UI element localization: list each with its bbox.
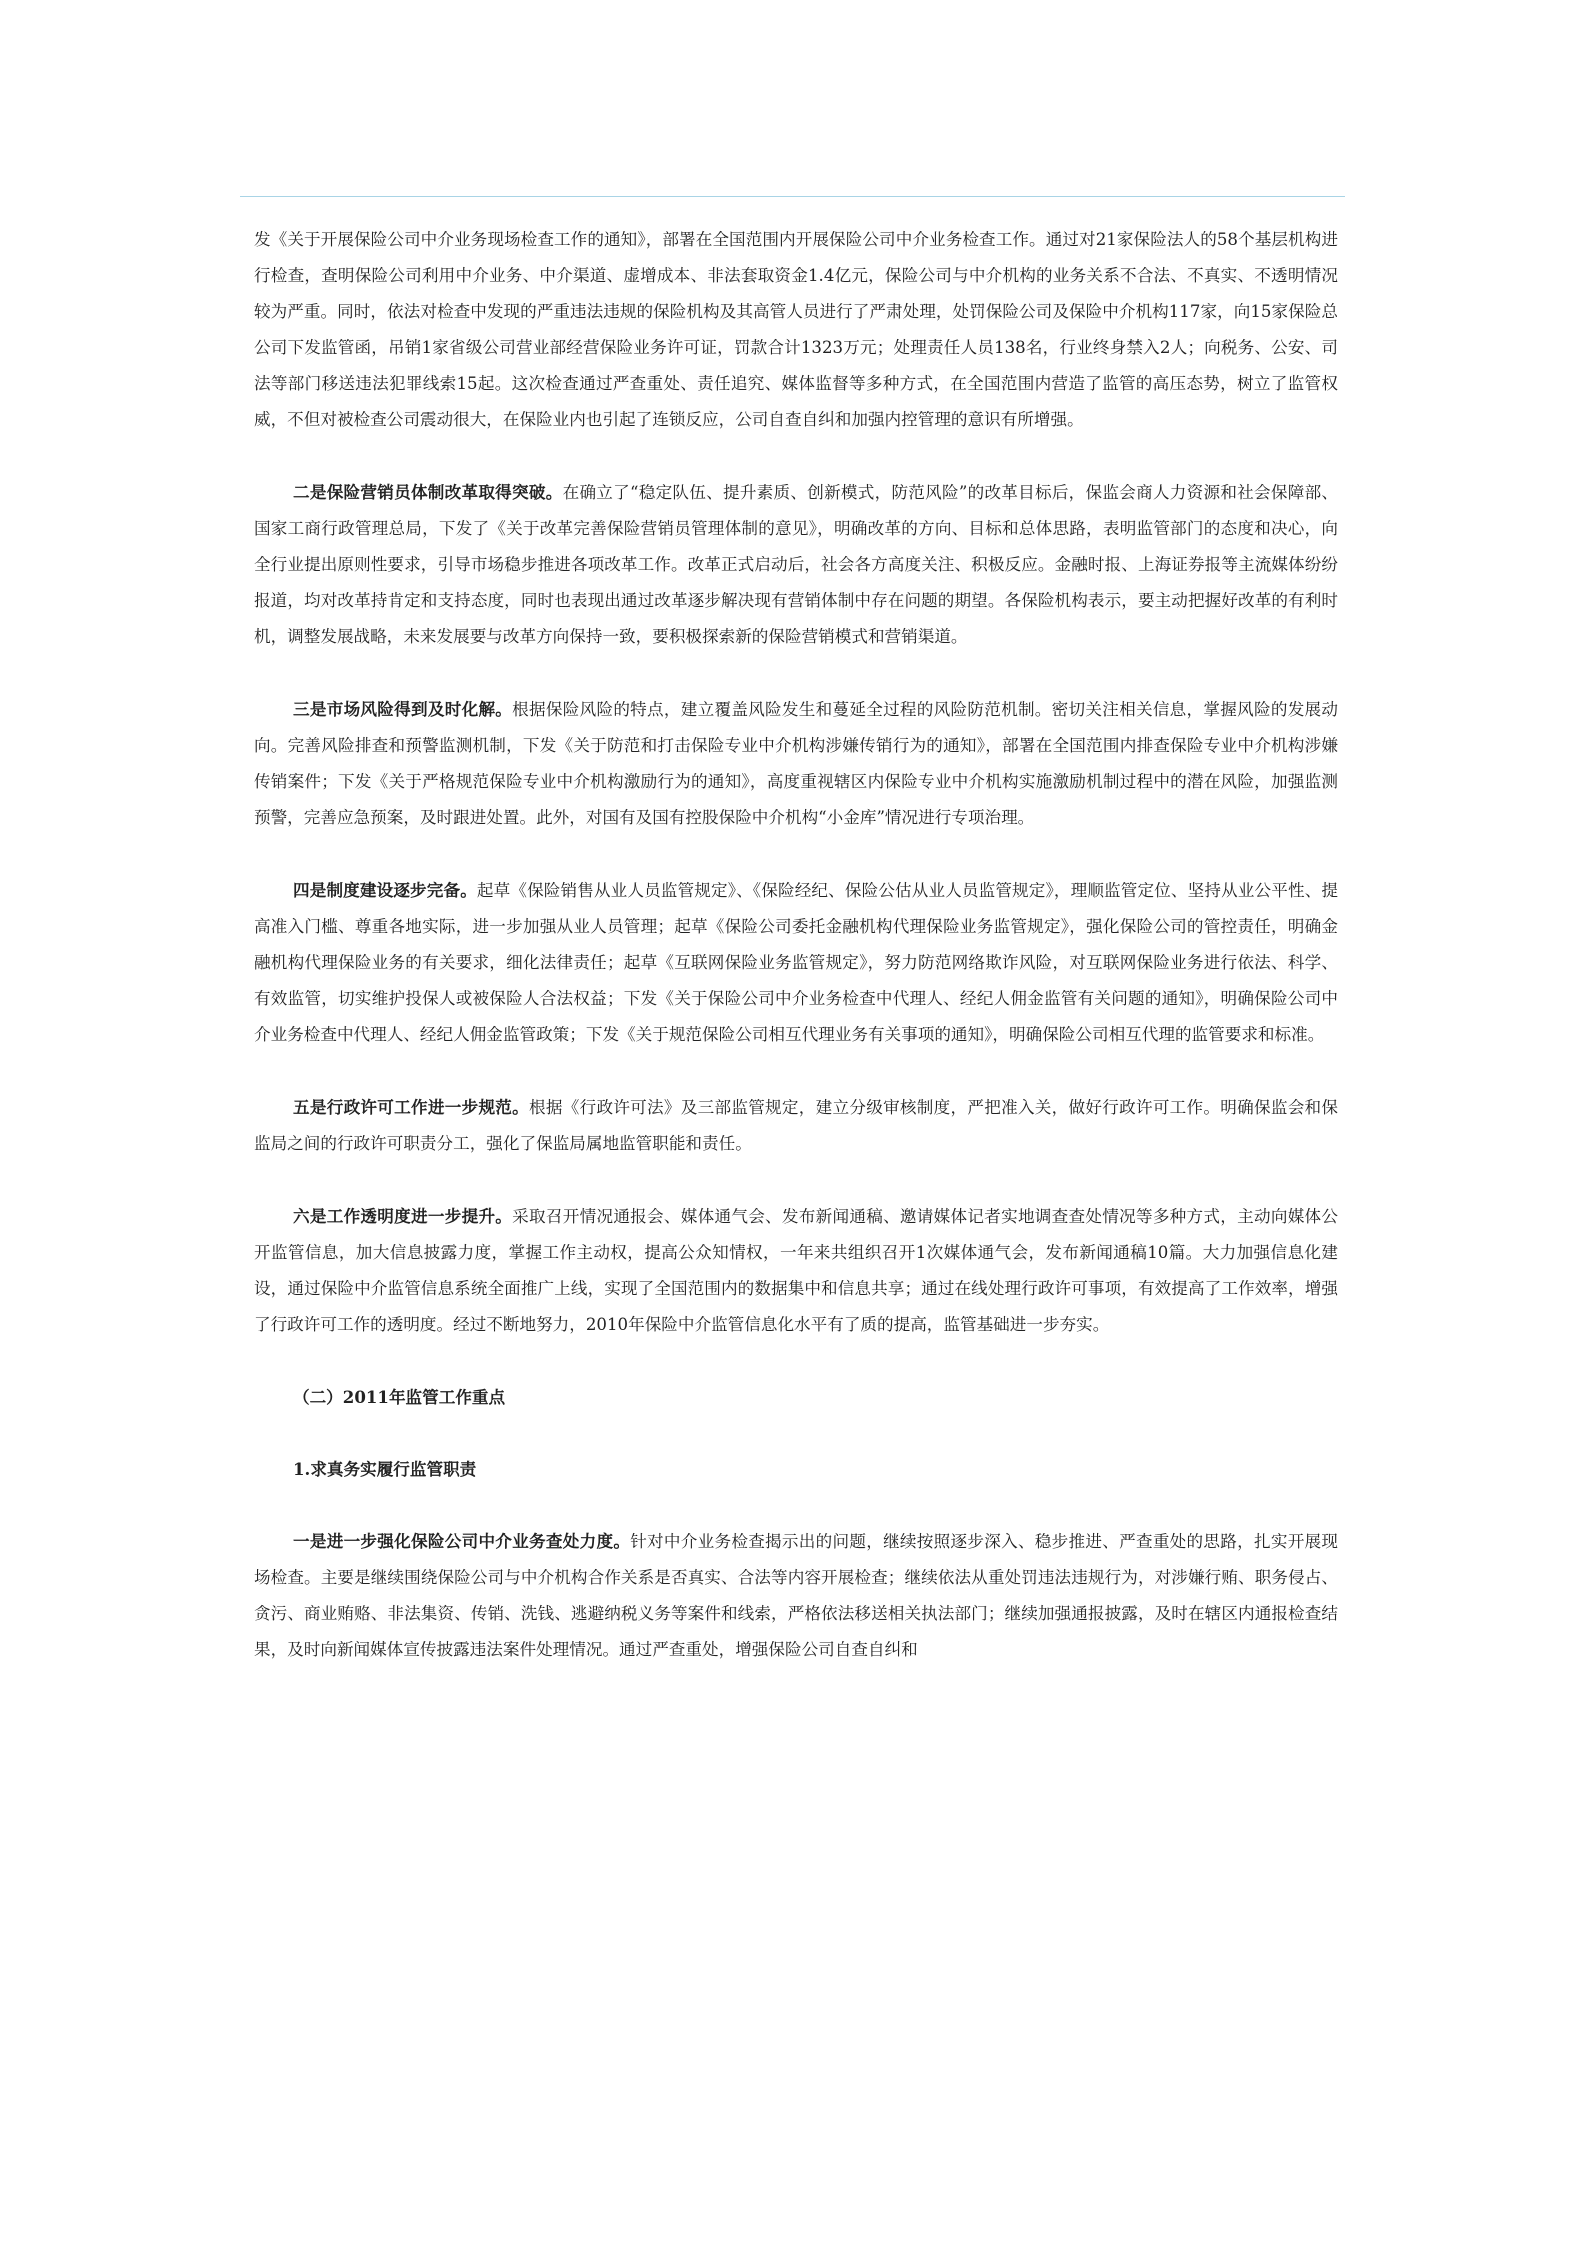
- paragraph-marketing-reform: [254, 474, 1338, 655]
- paragraph-text: 采取召开情况通报会、媒体通气会、发布新闻通稿、邀请媒体记者实地调查查处情况等多种方式，主动向媒体公开监管信息，加大信息披露力度，掌握工作主动权，提高公众知情权，一年来共组织召开1次媒体通气会，发布新闻通稿10篇。大力加强信息化建设，通过保险中介监管信息系统全面推广上线，实现了全国范围内的数据集中和信息共享；通过在线处理行政许可事项，有效提高了工作效率，增强了行政许可工作的透明度。经过不断地努力，2010年保险中介监管信息化水平有了质的提高，监管基础进一步夯实。: [254, 1207, 1339, 1334]
- subsection-heading: 1.求真务实履行监管职责: [293, 1459, 477, 1479]
- section-heading: （二）2011年监管工作重点: [293, 1387, 506, 1407]
- paragraph-text: 起草《保险销售从业人员监管规定》、《保险经纪、保险公估从业人员监管规定》，理顺监管定位、坚持从业公平性、提高准入门槛、尊重各地实际，进一步加强从业人员管理；起草《保险公司委托金融机构代理保险业务监管规定》，强化保险公司的管控责任，明确金融机构代理保险业务的有关要求，细化法律责任；起草《互联网保险业务监管规定》，努力防范网络欺诈风险，对互联网保险业务进行依法、科学、有效监管，切实维护投保人或被保险人合法权益；下发《关于保险公司中介业务检查中代理人、经纪人佣金监管有关问题的通知》，明确保险公司中介业务检查中代理人、经纪人佣金监管政策；下发《关于规范保险公司相互代理业务有关事项的通知》，明确保险公司相互代理的监管要求和标准。: [254, 881, 1339, 1044]
- header-divider: [240, 196, 1345, 197]
- paragraph-text: 根据《行政许可法》及三部监管规定，建立分级审核制度，严把准入关，做好行政许可工作。明确保监会和保监局之间的行政许可职责分工，强化了保监局属地监管职能和责任。: [254, 1098, 1339, 1153]
- paragraph-lead: 六是工作透明度进一步提升。: [293, 1206, 513, 1226]
- paragraph-administrative-licensing: [254, 1089, 1338, 1162]
- paragraph-lead: 二是保险营销员体制改革取得突破。: [293, 482, 563, 502]
- paragraph-system-building: [254, 872, 1338, 1053]
- paragraph-text: 针对中介业务检查揭示出的问题，继续按照逐步深入、稳步推进、严查重处的思路，扎实开展现场检查。主要是继续围绕保险公司与中介机构合作关系是否真实、合法等内容开展检查；继续依法从重处罚违法违规行为，对涉嫌行贿、职务侵占、贪污、商业贿赂、非法集资、传销、洗钱、逃避纳税义务等案件和线索，严格依法移送相关执法部门；继续加强通报披露，及时在辖区内通报检查结果，及时向新闻媒体宣传披露违法案件处理情况。通过严查重处，增强保险公司自查自纠和: [254, 1532, 1339, 1659]
- paragraph-lead: 一是进一步强化保险公司中介业务查处力度。: [293, 1531, 631, 1551]
- paragraph-lead: 五是行政许可工作进一步规范。: [293, 1097, 530, 1117]
- paragraph-text: 根据保险风险的特点，建立覆盖风险发生和蔓延全过程的风险防范机制。密切关注相关信息，掌握风险的发展动向。完善风险排查和预警监测机制，下发《关于防范和打击保险专业中介机构涉嫌传销行为的通知》，部署在全国范围内排查保险专业中介机构涉嫌传销案件；下发《关于严格规范保险专业中介机构激励行为的通知》，高度重视辖区内保险专业中介机构实施激励机制过程中的潜在风险，加强监测预警，完善应急预案，及时跟进处置。此外，对国有及国有控股保险中介机构“小金库”情况进行专项治理。: [254, 700, 1339, 827]
- paragraph-text: 发《关于开展保险公司中介业务现场检查工作的通知》，部署在全国范围内开展保险公司中介业务检查工作。通过对21家保险法人的58个基层机构进行检查，查明保险公司利用中介业务、中介渠道、虚增成本、非法套取资金1.4亿元，保险公司与中介机构的业务关系不合法、不真实、不透明情况较为严重。同时，依法对检查中发现的严重违法违规的保险机构及其高管人员进行了严肃处理，处罚保险公司及保险中介机构117家，向15家保险总公司下发监管函，吊销1家省级公司营业部经营保险业务许可证，罚款合计1323万元；处理责任人员138名，行业终身禁入2人；向税务、公安、司法等部门移送违法犯罪线索15起。这次检查通过严查重处、责任追究、媒体监督等多种方式，在全国范围内营造了监管的高压态势，树立了监管权威，不但对被检查公司震动很大，在保险业内也引起了连锁反应，公司自查自纠和加强内控管理的意识有所增强。: [254, 230, 1338, 429]
- paragraph-market-risk: [254, 691, 1338, 836]
- paragraph-lead: 四是制度建设逐步完备。: [293, 880, 477, 900]
- paragraph-intermediary-enforcement: [254, 1523, 1338, 1668]
- paragraph-continuation: [254, 222, 1338, 438]
- paragraph-lead: 三是市场风险得到及时化解。: [293, 699, 513, 719]
- document-body: [254, 222, 1338, 1668]
- paragraph-transparency: [254, 1198, 1338, 1343]
- paragraph-text: 在确立了“稳定队伍、提升素质、创新模式，防范风险”的改革目标后，保监会商人力资源和社会保障部、国家工商行政管理总局，下发了《关于改革完善保险营销员管理体制的意见》，明确改革的方向、目标和总体思路，表明监管部门的态度和决心，向全行业提出原则性要求，引导市场稳步推进各项改革工作。改革正式启动后，社会各方高度关注、积极反应。金融时报、上海证券报等主流媒体纷纷报道，均对改革持肯定和支持态度，同时也表现出通过改革逐步解决现有营销体制中存在问题的期望。各保险机构表示，要主动把握好改革的有利时机，调整发展战略，未来发展要与改革方向保持一致，要积极探索新的保险营销模式和营销渠道。: [254, 483, 1339, 646]
